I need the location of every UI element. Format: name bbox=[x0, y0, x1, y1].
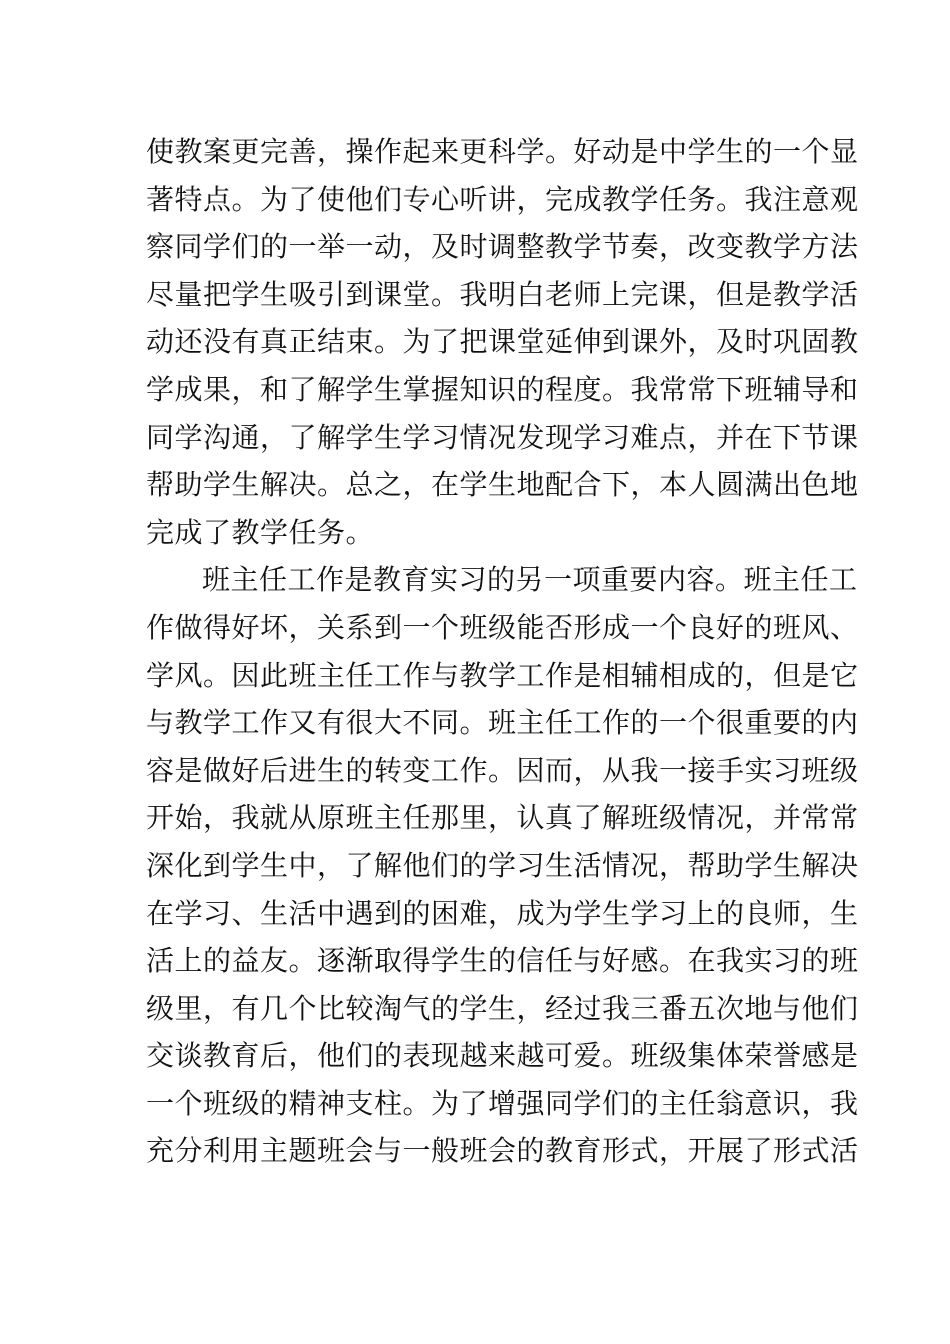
paragraph-1-line-3: 察同学们的一举一动，及时调整教学节奏，改变教学方法 bbox=[146, 230, 859, 264]
paragraph-2-line-2: 作做得好坏，关系到一个班级能否形成一个良好的班风、 bbox=[146, 610, 859, 644]
paragraph-1-line-9: 完成了教学任务。 bbox=[146, 515, 375, 549]
paragraph-2-line-5: 容是做好后进生的转变工作。因而，从我一接手实习班级 bbox=[146, 753, 859, 787]
paragraph-2-line-1: 班主任工作是教育实习的另一项重要内容。班主任工 bbox=[202, 563, 858, 597]
paragraph-1-line-5: 动还没有真正结束。为了把课堂延伸到课外，及时巩固教 bbox=[146, 325, 859, 359]
paragraph-1-line-6: 学成果，和了解学生掌握知识的程度。我常常下班辅导和 bbox=[146, 372, 859, 406]
paragraph-1-line-8: 帮助学生解决。总之，在学生地配合下，本人圆满出色地 bbox=[146, 468, 859, 502]
paragraph-2-line-10: 级里，有几个比较淘气的学生，经过我三番五次地与他们 bbox=[146, 991, 859, 1025]
paragraph-2-line-11: 交谈教育后，他们的表现越来越可爱。班级集体荣誉感是 bbox=[146, 1039, 859, 1073]
paragraph-2-line-8: 在学习、生活中遇到的困难，成为学生学习上的良师，生 bbox=[146, 896, 859, 930]
body-text bbox=[146, 128, 859, 1175]
paragraph-1-line-1: 使教案更完善，操作起来更科学。好动是中学生的一个显 bbox=[146, 135, 859, 168]
paragraph-2-line-12: 一个班级的精神支柱。为了增强同学们的主任翁意识，我 bbox=[146, 1086, 859, 1120]
paragraph-2-line-3: 学风。因此班主任工作与教学工作是相辅相成的，但是它 bbox=[146, 658, 859, 692]
paragraph-2-line-7: 深化到学生中，了解他们的学习生活情况，帮助学生解决 bbox=[146, 848, 859, 882]
paragraph-1-line-7: 同学沟通，了解学生学习情况发现学习难点，并在下节课 bbox=[146, 420, 859, 454]
paragraph-2-line-4: 与教学工作又有很大不同。班主任工作的一个很重要的内 bbox=[146, 706, 859, 740]
paragraph-1-line-4: 尽量把学生吸引到课堂。我明白老师上完课，但是教学活 bbox=[146, 277, 859, 311]
paragraph-2-line-9: 活上的益友。逐渐取得学生的信任与好感。在我实习的班 bbox=[146, 944, 859, 978]
paragraph-1-line-2: 著特点。为了使他们专心听讲，完成教学任务。我注意观 bbox=[146, 182, 859, 216]
paragraph-2-line-6: 开始，我就从原班主任那里，认真了解班级情况，并常常 bbox=[146, 801, 859, 835]
paragraph-2-line-13: 充分利用主题班会与一般班会的教育形式，开展了形式活 bbox=[146, 1134, 859, 1168]
